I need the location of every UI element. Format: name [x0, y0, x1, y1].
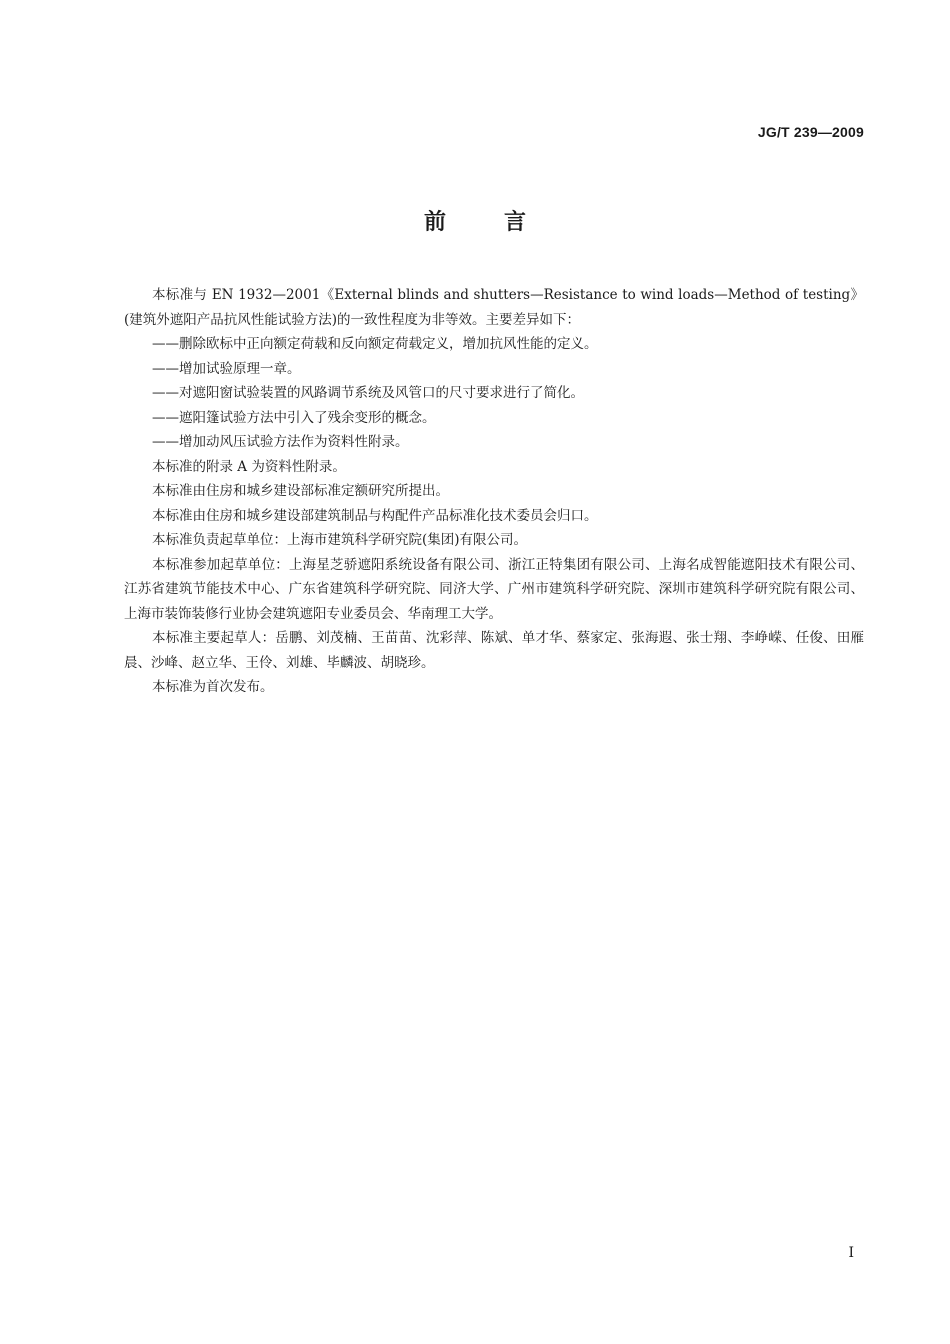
paragraph-lead-drafter: 本标准负责起草单位：上海市建筑科学研究院(集团)有限公司。: [152, 532, 528, 548]
paragraph-proposer: 本标准由住房和城乡建设部标准定额研究所提出。: [152, 483, 449, 499]
paragraph-annex: 本标准的附录 A 为资料性附录。: [152, 458, 346, 475]
paragraph-diff-2: ——增加试验原理一章。: [152, 360, 301, 377]
paragraph-first-release: 本标准为首次发布。: [152, 679, 274, 695]
page-number: I: [848, 1245, 854, 1261]
paragraph-diff-1: ——删除欧标中正向额定荷载和反向额定荷载定义，增加抗风性能的定义。: [152, 336, 598, 352]
paragraph-diff-4: ——遮阳篷试验方法中引入了残余变形的概念。: [152, 409, 436, 426]
standard-code: JG/T 239—2009: [757, 124, 864, 140]
paragraph-equivalence: 本标准与 EN 1932—2001《External blinds and shutters—Resistance to wind loads—Method of testing》(建筑外遮阳产品抗风性能试验方法)的一致性程度为非等效。主要差异如下：: [124, 287, 864, 328]
page-title: 前言: [423, 210, 584, 235]
paragraph-participating-drafters: 本标准参加起草单位：上海星芝骄遮阳系统设备有限公司、浙江正特集团有限公司、上海名成智能遮阳技术有限公司、江苏省建筑节能技术中心、广东省建筑科学研究院、同济大学、广州市建筑科学研究院、深圳市建筑科学研究院有限公司、上海市装饰装修行业协会建筑遮阳专业委员会、华南理工大学。: [124, 556, 864, 622]
paragraph-committee: 本标准由住房和城乡建设部建筑制品与构配件产品标准化技术委员会归口。: [152, 507, 598, 524]
paragraph-main-drafters: 本标准主要起草人：岳鹏、刘茂楠、王苗苗、沈彩萍、陈斌、单才华、蔡家定、张海遐、张士翔、李峥嵘、任俊、田雁晨、沙峰、赵立华、王伶、刘雄、毕麟波、胡晓珍。: [124, 630, 864, 671]
paragraph-diff-5: ——增加动风压试验方法作为资料性附录。: [152, 434, 409, 450]
paragraph-diff-3: ——对遮阳窗试验装置的风路调节系统及风管口的尺寸要求进行了简化。: [152, 385, 584, 401]
foreword-body: [124, 283, 864, 700]
